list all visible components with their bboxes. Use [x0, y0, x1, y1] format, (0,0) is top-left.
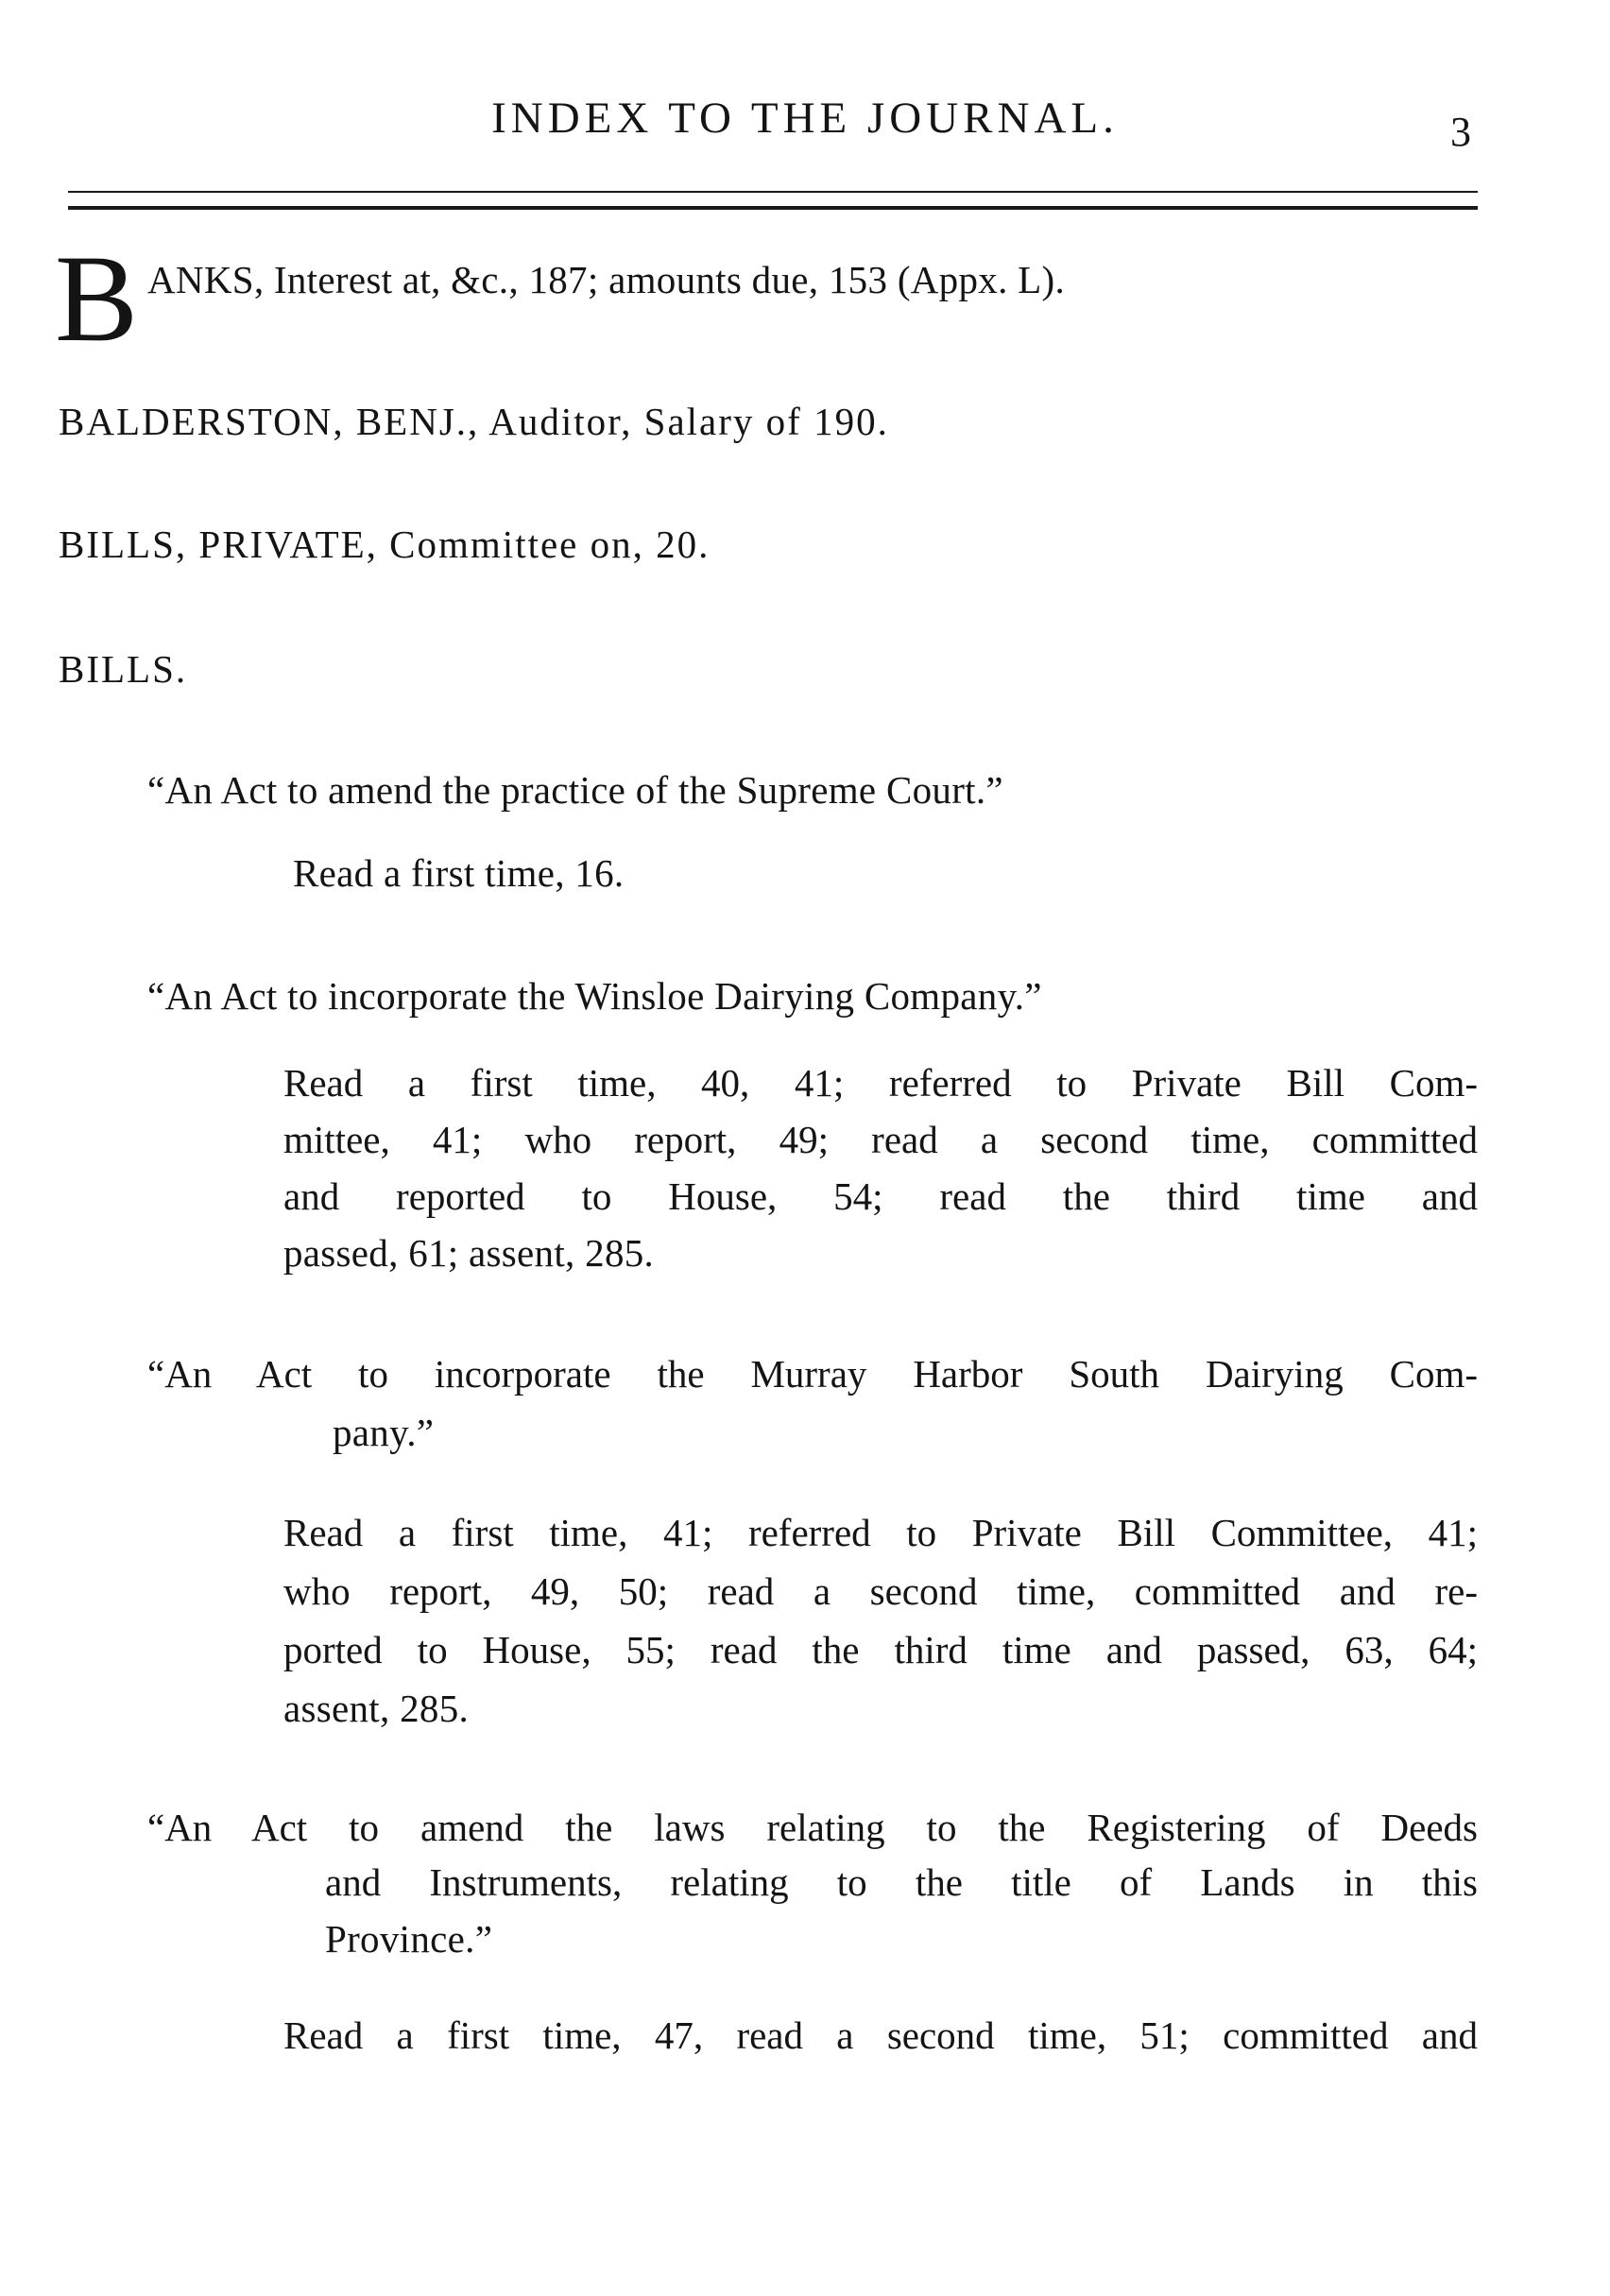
bill-title: and Instruments, relating to the title of Lands in this — [325, 1860, 1478, 1904]
index-entry-bills-private: BILLS, PRIVATE, Committee on, 20. — [59, 523, 711, 566]
bill-detail: and reported to House, 54; read the third time and — [283, 1174, 1478, 1218]
bill-title: Province.” — [325, 1917, 493, 1961]
bill-title: pany.” — [333, 1411, 435, 1454]
bill-detail: Read a first time, 16. — [293, 851, 625, 895]
running-title: INDEX TO THE JOURNAL. — [491, 94, 1119, 143]
bill-detail: passed, 61; assent, 285. — [283, 1231, 655, 1275]
header-rule-thick — [68, 206, 1478, 210]
bill-detail: Read a first time, 47, read a second time, 51; committed and — [283, 2013, 1478, 2057]
bill-detail: who report, 49, 50; read a second time, committed and re- — [283, 1569, 1478, 1613]
bill-detail: Read a first time, 40, 41; referred to Private Bill Com- — [283, 1061, 1478, 1105]
bill-title: “An Act to amend the laws relating to the Registering of Deeds — [147, 1806, 1478, 1849]
drop-cap: B — [55, 229, 139, 368]
index-entry-balderston: BALDERSTON, BENJ., Auditor, Salary of 190. — [59, 400, 889, 443]
bill-title: “An Act to incorporate the Winsloe Dairying Company.” — [147, 974, 1042, 1018]
bill-detail: mittee, 41; who report, 49; read a second time, committed — [283, 1118, 1478, 1161]
bill-detail: assent, 285. — [283, 1687, 470, 1730]
entry-text: ANKS, Interest at, &c., 187; amounts due, 153 (Appx. L). — [147, 258, 1066, 301]
page-number: 3 — [1450, 109, 1471, 155]
bill-title: “An Act to amend the practice of the Supreme Court.” — [147, 768, 1003, 812]
header-rule-thin — [68, 191, 1478, 193]
index-heading-bills: BILLS. — [59, 647, 188, 691]
bill-detail: ported to House, 55; read the third time and passed, 63, 64; — [283, 1628, 1478, 1671]
bill-title: “An Act to incorporate the Murray Harbor South Dairying Com- — [147, 1352, 1478, 1396]
bill-detail: Read a first time, 41; referred to Private Bill Committee, 41; — [283, 1511, 1478, 1554]
